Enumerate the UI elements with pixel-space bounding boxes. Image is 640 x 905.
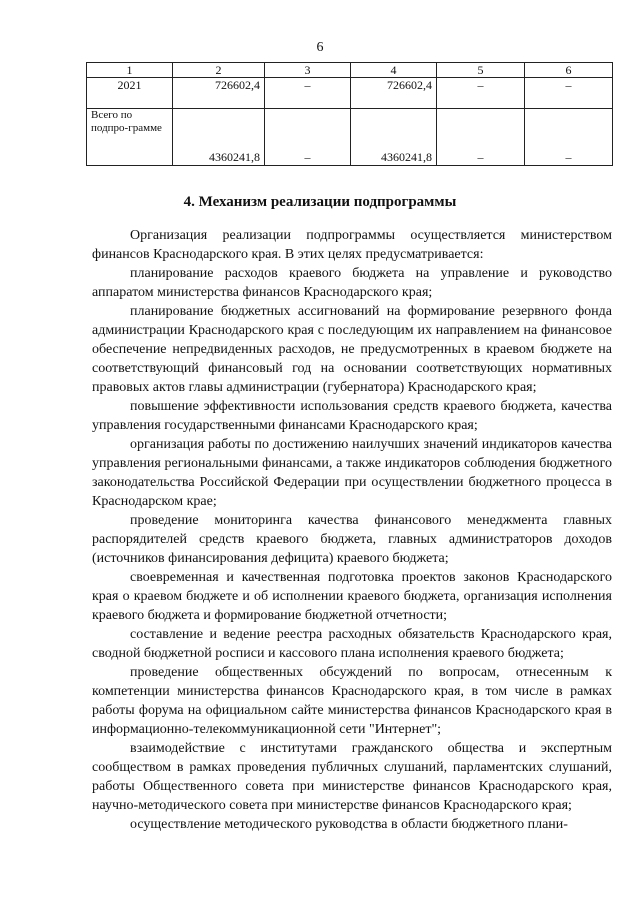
paragraph: своевременная и качественная подготовка проектов законов Краснодарского края о краевом бюджете и об исполнении краевого бюджета, организация исполнения краевого бюджета и формирование бюджетной отчетности; [92, 570, 612, 623]
table-cell: – [437, 78, 525, 109]
paragraph: организация работы по достижению наилучших значений индикаторов качества управления региональными финансами, а также индикаторов соблюдения бюджетного законодательства Российской Федерации при осуществлении бюджетного процесса в Краснодарском крае; [92, 437, 612, 509]
table-cell: 4360241,8 [351, 109, 437, 166]
section-title: 4. Механизм реализации подпрограммы [183, 194, 457, 210]
table-header-cell: 2 [173, 63, 265, 78]
table-cell: – [525, 109, 613, 166]
page-number: 6 [316, 40, 324, 55]
table-cell: 4360241,8 [173, 109, 265, 166]
table-cell: – [265, 109, 351, 166]
table-row [87, 78, 613, 109]
table-header-cell: 1 [87, 63, 173, 78]
funding-table [86, 62, 613, 166]
section-body [92, 226, 612, 834]
table-header-cell: 6 [525, 63, 613, 78]
paragraph: проведение мониторинга качества финансового менеджмента главных распорядителей средств краевого бюджета, главных администраторов доходов (источников финансирования дефицита) краевого бюджета; [92, 513, 612, 566]
table-cell: – [525, 78, 613, 109]
table-cell: – [265, 78, 351, 109]
paragraph: проведение общественных обсуждений по вопросам, отнесенным к компетенции министерства финансов Краснодарского края, в том числе в рамках работы форума на официальном сайте министерства финансов Краснодарского края в информационно-телекоммуникационной сети "Интернет"; [92, 665, 612, 737]
paragraph: повышение эффективности использования средств краевого бюджета, качества управления государственными финансами Краснодарского края; [92, 399, 612, 433]
paragraph: планирование расходов краевого бюджета на управление и руководство аппаратом министерства финансов Краснодарского края; [92, 266, 612, 300]
row-label: Всего по подпро-грамме [91, 109, 162, 134]
table-header-row [87, 63, 613, 78]
paragraph: Организация реализации подпрограммы осуществляется министерством финансов Краснодарского края. В этих целях предусматривается: [92, 228, 612, 262]
paragraph: осуществление методического руководства в области бюджетного плани- [130, 817, 568, 832]
table-cell: – [437, 109, 525, 166]
table-header-cell: 3 [265, 63, 351, 78]
table-header-cell: 4 [351, 63, 437, 78]
table-cell: 726602,4 [173, 78, 265, 109]
paragraph: взаимодействие с институтами гражданского общества и экспертным сообществом в рамках проведения публичных слушаний, парламентских слушаний, работы Общественного совета при министерстве финансов Краснодарского края, научно-методического совета при министерстве финансов Краснодарского края; [92, 741, 612, 813]
row-label: 2021 [87, 78, 173, 109]
table-cell: 726602,4 [351, 78, 437, 109]
paragraph: составление и ведение реестра расходных обязательств Краснодарского края, сводной бюджетной росписи и кассового плана исполнения краевого бюджета; [92, 627, 612, 661]
table-header-cell: 5 [437, 63, 525, 78]
table-row [87, 109, 613, 166]
paragraph: планирование бюджетных ассигнований на формирование резервного фонда администрации Краснодарского края с последующим их направлением на финансовое обеспечение непредвиденных расходов, не предусмотренных в краевом бюджете на соответствующий финансовый год на основании соответствующих нормативных правовых актов главы администрации (губернатора) Краснодарского края; [92, 304, 612, 395]
